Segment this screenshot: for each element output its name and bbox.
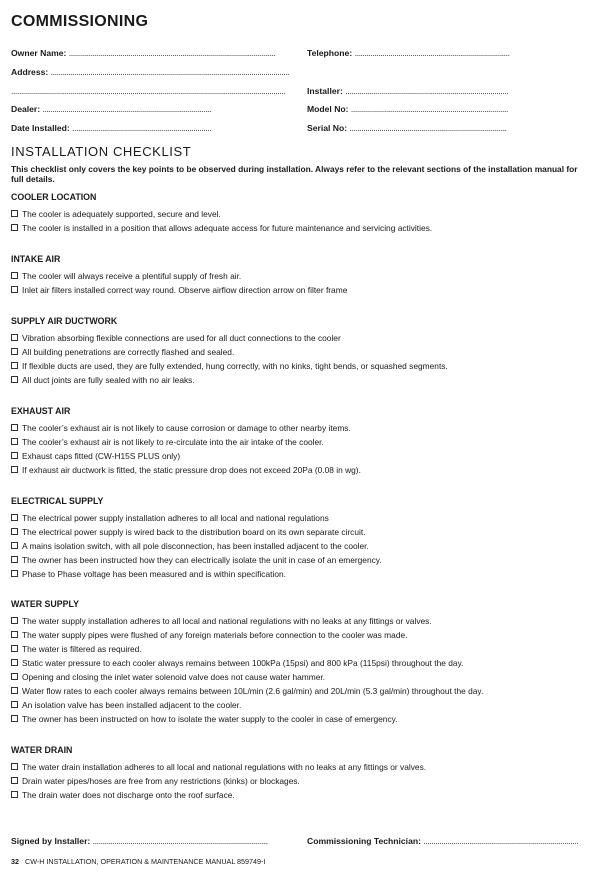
checkbox-icon[interactable] bbox=[11, 334, 18, 341]
checklist-item[interactable]: The cooler’s exhaust air is not likely to cause corrosion or damage to other nearby items. bbox=[11, 423, 351, 433]
checklist-item[interactable]: Drain water pipes/hoses are free from any restrictions (kinks) or blockages. bbox=[11, 776, 300, 786]
checkbox-icon[interactable] bbox=[11, 556, 18, 563]
checkbox-icon[interactable] bbox=[11, 715, 18, 722]
checklist-item[interactable]: The cooler is adequately supported, secure and level. bbox=[11, 209, 221, 219]
model-no-field[interactable] bbox=[307, 104, 509, 114]
owner-name-field[interactable] bbox=[11, 48, 284, 58]
address-field[interactable] bbox=[11, 67, 291, 77]
checklist-item[interactable]: The owner has been instructed how they can electrically isolate the unit in case of an emergency. bbox=[11, 555, 382, 565]
checkbox-icon[interactable] bbox=[11, 763, 18, 770]
address-line-1[interactable]: ........................................................................................................................ bbox=[50, 67, 290, 77]
section-heading-intake-air: INTAKE AIR bbox=[11, 254, 61, 264]
installer-field[interactable] bbox=[307, 86, 509, 96]
checklist-item[interactable]: A mains isolation switch, with all pole disconnection, has been installed adjacent to the cooler. bbox=[11, 541, 369, 551]
checkbox-icon[interactable] bbox=[11, 452, 18, 459]
checkbox-icon[interactable] bbox=[11, 362, 18, 369]
checklist-item[interactable]: Vibration absorbing flexible connections are used for all duct connections to the cooler bbox=[11, 333, 341, 343]
checklist-item[interactable]: An isolation valve has been installed adjacent to the cooler. bbox=[11, 700, 241, 710]
checkbox-icon[interactable] bbox=[11, 376, 18, 383]
dealer-label: Dealer: bbox=[11, 104, 41, 114]
checklist-item[interactable]: Phase to Phase voltage has been measured and is within specification. bbox=[11, 569, 286, 579]
section-heading-electrical-supply: ELECTRICAL SUPPLY bbox=[11, 496, 104, 506]
checkbox-icon[interactable] bbox=[11, 424, 18, 431]
address-line-2-field[interactable] bbox=[11, 86, 287, 96]
section-heading-supply-air-ductwork: SUPPLY AIR DUCTWORK bbox=[11, 316, 118, 326]
checkbox-icon[interactable] bbox=[11, 210, 18, 217]
checkbox-icon[interactable] bbox=[11, 348, 18, 355]
owner-name-line[interactable]: ........................................................................................................ bbox=[68, 48, 276, 58]
checklist-title: INSTALLATION CHECKLIST bbox=[11, 144, 192, 159]
checkbox-icon[interactable] bbox=[11, 272, 18, 279]
owner-name-label: Owner Name: bbox=[11, 48, 67, 58]
checkbox-icon[interactable] bbox=[11, 466, 18, 473]
telephone-field[interactable] bbox=[307, 48, 510, 58]
checklist-item[interactable]: All building penetrations are correctly flashed and sealed. bbox=[11, 347, 234, 357]
checkbox-icon[interactable] bbox=[11, 631, 18, 638]
checkbox-icon[interactable] bbox=[11, 438, 18, 445]
checkbox-icon[interactable] bbox=[11, 791, 18, 798]
serial-no-field[interactable] bbox=[307, 123, 508, 133]
checklist-item[interactable]: The water is filtered as required. bbox=[11, 644, 142, 654]
checklist-item[interactable]: The owner has been instructed on how to isolate the water supply to the cooler in case of emergency. bbox=[11, 714, 398, 724]
dealer-field[interactable] bbox=[11, 104, 213, 114]
section-heading-exhaust-air: EXHAUST AIR bbox=[11, 406, 71, 416]
checkbox-icon[interactable] bbox=[11, 617, 18, 624]
installer-label: Installer: bbox=[307, 86, 343, 96]
checklist-item[interactable]: All duct joints are fully sealed with no air leaks. bbox=[11, 375, 195, 385]
checklist-item[interactable]: The cooler is installed in a position that allows adequate access for future maintenance and servicing activities. bbox=[11, 223, 432, 233]
checkbox-icon[interactable] bbox=[11, 570, 18, 577]
checklist-item[interactable]: The water drain installation adheres to all local and national regulations with no leaks at any fittings or valves. bbox=[11, 762, 426, 772]
model-no-line[interactable]: ............................................................................... bbox=[350, 104, 508, 114]
section-heading-water-drain: WATER DRAIN bbox=[11, 745, 73, 755]
address-label: Address: bbox=[11, 67, 49, 77]
checklist-item[interactable]: Opening and closing the inlet water solenoid valve does not cause water hammer. bbox=[11, 672, 325, 682]
commissioning-technician-line[interactable]: .............................................................................. bbox=[423, 836, 579, 846]
checkbox-icon[interactable] bbox=[11, 528, 18, 535]
page-footer bbox=[11, 857, 265, 866]
checklist-intro: This checklist only covers the key points to be observed during installation. Always refer to the relevant sections of the installation manual for full details. bbox=[11, 164, 578, 184]
address-line-2[interactable]: .......................................................................................................................................... bbox=[11, 86, 286, 96]
page-number: 32 bbox=[11, 857, 19, 866]
checklist-item[interactable]: The electrical power supply installation adheres to all local and national regulations bbox=[11, 513, 329, 523]
date-installed-label: Date Installed: bbox=[11, 123, 70, 133]
checklist-item[interactable]: The cooler’s exhaust air is not likely to re-circulate into the air intake of the cooler. bbox=[11, 437, 324, 447]
serial-no-label: Serial No: bbox=[307, 123, 348, 133]
signed-by-installer-label: Signed by Installer: bbox=[11, 836, 91, 846]
date-installed-field[interactable] bbox=[11, 123, 212, 133]
checklist-item[interactable]: The water supply pipes were flushed of any foreign materials before connection to the cooler was made. bbox=[11, 630, 407, 640]
telephone-label: Telephone: bbox=[307, 48, 353, 58]
checklist-item[interactable]: Water flow rates to each cooler always remains between 10L/min (2.6 gal/min) and 20L/min (5.3 gal/min) throughout the day. bbox=[11, 686, 483, 696]
commissioning-technician-field[interactable] bbox=[307, 836, 581, 846]
checkbox-icon[interactable] bbox=[11, 645, 18, 652]
commissioning-technician-label: Commissioning Technician: bbox=[307, 836, 421, 846]
checklist-item[interactable]: The drain water does not discharge onto the roof surface. bbox=[11, 790, 235, 800]
section-heading-water-supply: WATER SUPPLY bbox=[11, 599, 79, 609]
checkbox-icon[interactable] bbox=[11, 542, 18, 549]
checklist-item[interactable]: Static water pressure to each cooler always remains between 100kPa (15psi) and 800 kPa (115psi) throughout the day. bbox=[11, 658, 464, 668]
page-title: COMMISSIONING bbox=[11, 13, 149, 30]
checkbox-icon[interactable] bbox=[11, 687, 18, 694]
checkbox-icon[interactable] bbox=[11, 224, 18, 231]
checkbox-icon[interactable] bbox=[11, 701, 18, 708]
checklist-item[interactable]: If exhaust air ductwork is fitted, the static pressure drop does not exceed 20Pa (0.08 in wg). bbox=[11, 465, 361, 475]
checkbox-icon[interactable] bbox=[11, 777, 18, 784]
installer-line[interactable]: .................................................................................. bbox=[345, 86, 509, 96]
manual-title: CW-H INSTALLATION, OPERATION & MAINTENANCE MANUAL 859749-I bbox=[25, 857, 266, 866]
checklist-item[interactable]: The water supply installation adheres to all local and national regulations with no leaks at any fittings or valves. bbox=[11, 616, 432, 626]
checkbox-icon[interactable] bbox=[11, 673, 18, 680]
telephone-line[interactable]: .............................................................................. bbox=[354, 48, 510, 58]
checklist-item[interactable]: Exhaust caps fitted (CW-H15S PLUS only) bbox=[11, 451, 180, 461]
checklist-item[interactable]: The cooler will always receive a plentiful supply of fresh air. bbox=[11, 271, 241, 281]
checklist-item[interactable]: The electrical power supply is wired back to the distribution board on its own separate circuit. bbox=[11, 527, 366, 537]
checklist-item[interactable]: Inlet air filters installed correct way round. Observe airflow direction arrow on filter frame bbox=[11, 285, 347, 295]
model-no-label: Model No: bbox=[307, 104, 349, 114]
date-installed-line[interactable]: ...................................................................... bbox=[72, 123, 212, 133]
checklist-item[interactable]: If flexible ducts are used, they are fully extended, hung correctly, with no kinks, tight bends, or squashed segments. bbox=[11, 361, 448, 371]
checkbox-icon[interactable] bbox=[11, 514, 18, 521]
dealer-line[interactable]: ..................................................................................... bbox=[42, 104, 212, 114]
serial-no-line[interactable]: ............................................................................... bbox=[349, 123, 507, 133]
signed-by-installer-line[interactable]: ........................................................................................ bbox=[92, 836, 268, 846]
signed-by-installer-field[interactable] bbox=[11, 836, 271, 846]
section-heading-cooler-location: COOLER LOCATION bbox=[11, 192, 97, 202]
checkbox-icon[interactable] bbox=[11, 659, 18, 666]
checkbox-icon[interactable] bbox=[11, 286, 18, 293]
